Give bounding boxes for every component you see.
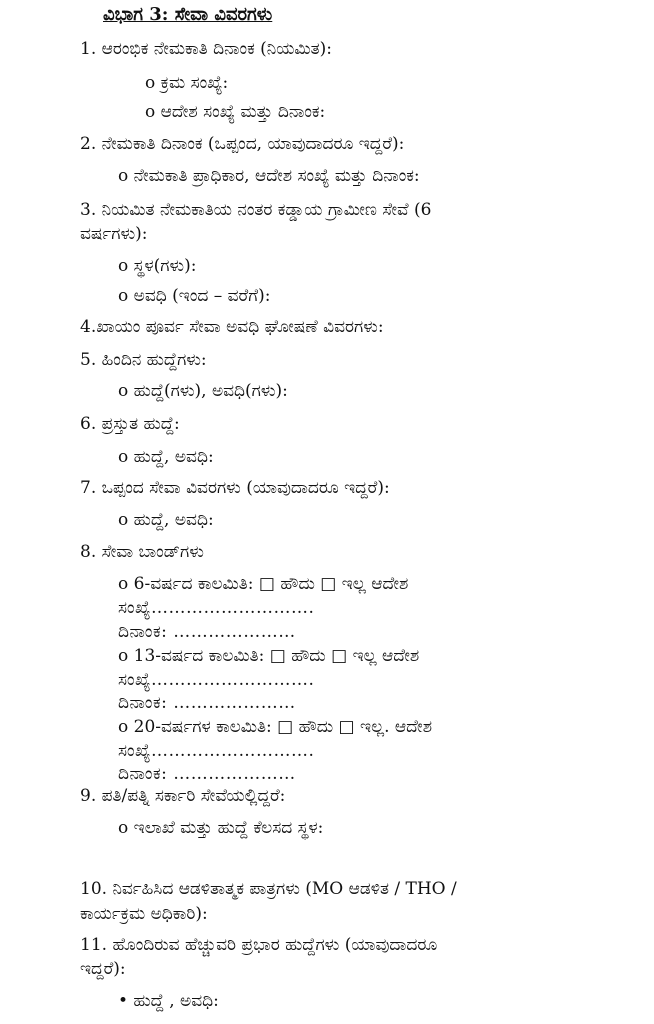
- item-3-rural-service-line-1: 3. ನಿಯಮಿತ ನೇಮಕಾತಿಯ ನಂತರ ಕಡ್ಡಾಯ ಗ್ರಾಮೀಣ ಸೇವೆ (6: [80, 200, 432, 220]
- item-6-current-post: 6. ಪ್ರಸ್ತುತ ಹುದ್ದೆ:: [80, 414, 180, 434]
- bond-6-year-order-number: ಸಂಖ್ಯೆ……………………….: [118, 598, 315, 618]
- bond-20-year-date: ದಿನಾಂಕ: …………………: [118, 764, 296, 784]
- item-9-department-post-place-field: o ಇಲಾಖೆ ಮತ್ತು ಹುದ್ದೆ ಕೆಲಸದ ಸ್ಥಳ:: [118, 818, 324, 838]
- item-6-post-period-field: o ಹುದ್ದೆ, ಅವಧಿ:: [118, 447, 214, 467]
- item-11-additional-charge-line-2: ಇದ್ದರೆ):: [80, 959, 126, 979]
- item-7-contract-service-details: 7. ಒಪ್ಪಂದ ಸೇವಾ ವಿವರಗಳು (ಯಾವುದಾದರೂ ಇದ್ದರೆ):: [80, 478, 390, 498]
- bond-13-year-order-number: ಸಂಖ್ಯೆ……………………….: [118, 670, 315, 690]
- item-1-order-number-date-field: o ಆದೇಶ ಸಂಖ್ಯೆ ಮತ್ತು ದಿನಾಂಕ:: [145, 102, 326, 122]
- item-3-places-field: o ಸ್ಥಳ(ಗಳು):: [118, 256, 197, 276]
- bond-20-year-order-number: ಸಂಖ್ಯೆ……………………….: [118, 741, 315, 761]
- bond-13-year-date: ದಿನಾಂಕ: …………………: [118, 693, 296, 713]
- bond-20-year-option: o 20-ವರ್ಷಗಳ ಕಾಲಮಿತಿ: □ ಹೌದು □ ಇಲ್ಲ. ಆದೇಶ: [118, 717, 433, 737]
- item-8-service-bonds: 8. ಸೇವಾ ಬಾಂಡ್‌ಗಳು: [80, 542, 204, 562]
- item-1-serial-number-field: o ಕ್ರಮ ಸಂಖ್ಯೆ:: [145, 73, 229, 93]
- item-1-initial-appointment-date: 1. ಆರಂಭಿಕ ನೇಮಕಾತಿ ದಿನಾಂಕ (ನಿಯಮಿತ):: [80, 39, 333, 59]
- item-7-post-period-field: o ಹುದ್ದೆ, ಅವಧಿ:: [118, 510, 214, 530]
- item-3-rural-service-line-2: ವರ್ಷಗಳು):: [80, 224, 148, 244]
- item-3-period-field: o ಅವಧಿ (ಇಂದ – ವರೆಗೆ):: [118, 286, 271, 306]
- item-5-posts-periods-field: o ಹುದ್ದೆ(ಗಳು), ಅವಧಿ(ಗಳು):: [118, 381, 288, 401]
- item-10-administrative-roles-line-2: ಕಾರ್ಯಕ್ರಮ ಅಧಿಕಾರಿ):: [80, 904, 208, 924]
- item-11-additional-charge-line-1: 11. ಹೊಂದಿರುವ ಹೆಚ್ಚುವರಿ ಪ್ರಭಾರ ಹುದ್ದೆಗಳು (ಯಾವುದಾದರೂ: [80, 935, 438, 955]
- item-5-previous-posts: 5. ಹಿಂದಿನ ಹುದ್ದೆಗಳು:: [80, 350, 207, 370]
- item-11-post-period-field: • ಹುದ್ದೆ , ಅವಧಿ:: [118, 991, 219, 1011]
- item-9-spouse-government-service: 9. ಪತಿ/ಪತ್ನಿ ಸರ್ಕಾರಿ ಸೇವೆಯಲ್ಲಿದ್ದರೆ:: [80, 786, 286, 806]
- bond-6-year-date: ದಿನಾಂಕ: …………………: [118, 622, 296, 642]
- bond-6-year-option: o 6-ವರ್ಷದ ಕಾಲಮಿತಿ: □ ಹೌದು □ ಇಲ್ಲ ಆದೇಶ: [118, 574, 409, 594]
- item-2-contract-appointment-date: 2. ನೇಮಕಾತಿ ದಿನಾಂಕ (ಒಪ್ಪಂದ, ಯಾವುದಾದರೂ ಇದ್ದರೆ):: [80, 134, 405, 154]
- bond-13-year-option: o 13-ವರ್ಷದ ಕಾಲಮಿತಿ: □ ಹೌದು □ ಇಲ್ಲ ಆದೇಶ: [118, 646, 420, 666]
- section-title: ವಿಭಾಗ 3: ಸೇವಾ ವಿವರಗಳು: [103, 4, 273, 25]
- item-2-appointing-authority-field: o ನೇಮಕಾತಿ ಪ್ರಾಧಿಕಾರ, ಆದೇಶ ಸಂಖ್ಯೆ ಮತ್ತು ದಿನಾಂಕ:: [118, 166, 420, 186]
- item-10-administrative-roles-line-1: 10. ನಿರ್ವಹಿಸಿದ ಆಡಳಿತಾತ್ಮಕ ಪಾತ್ರಗಳು (MO ಆಡಳಿತ / THO /: [80, 879, 457, 899]
- item-4-pre-permanent-service: 4.ಖಾಯಂ ಪೂರ್ವ ಸೇವಾ ಅವಧಿ ಘೋಷಣೆ ವಿವರಗಳು:: [80, 317, 384, 337]
